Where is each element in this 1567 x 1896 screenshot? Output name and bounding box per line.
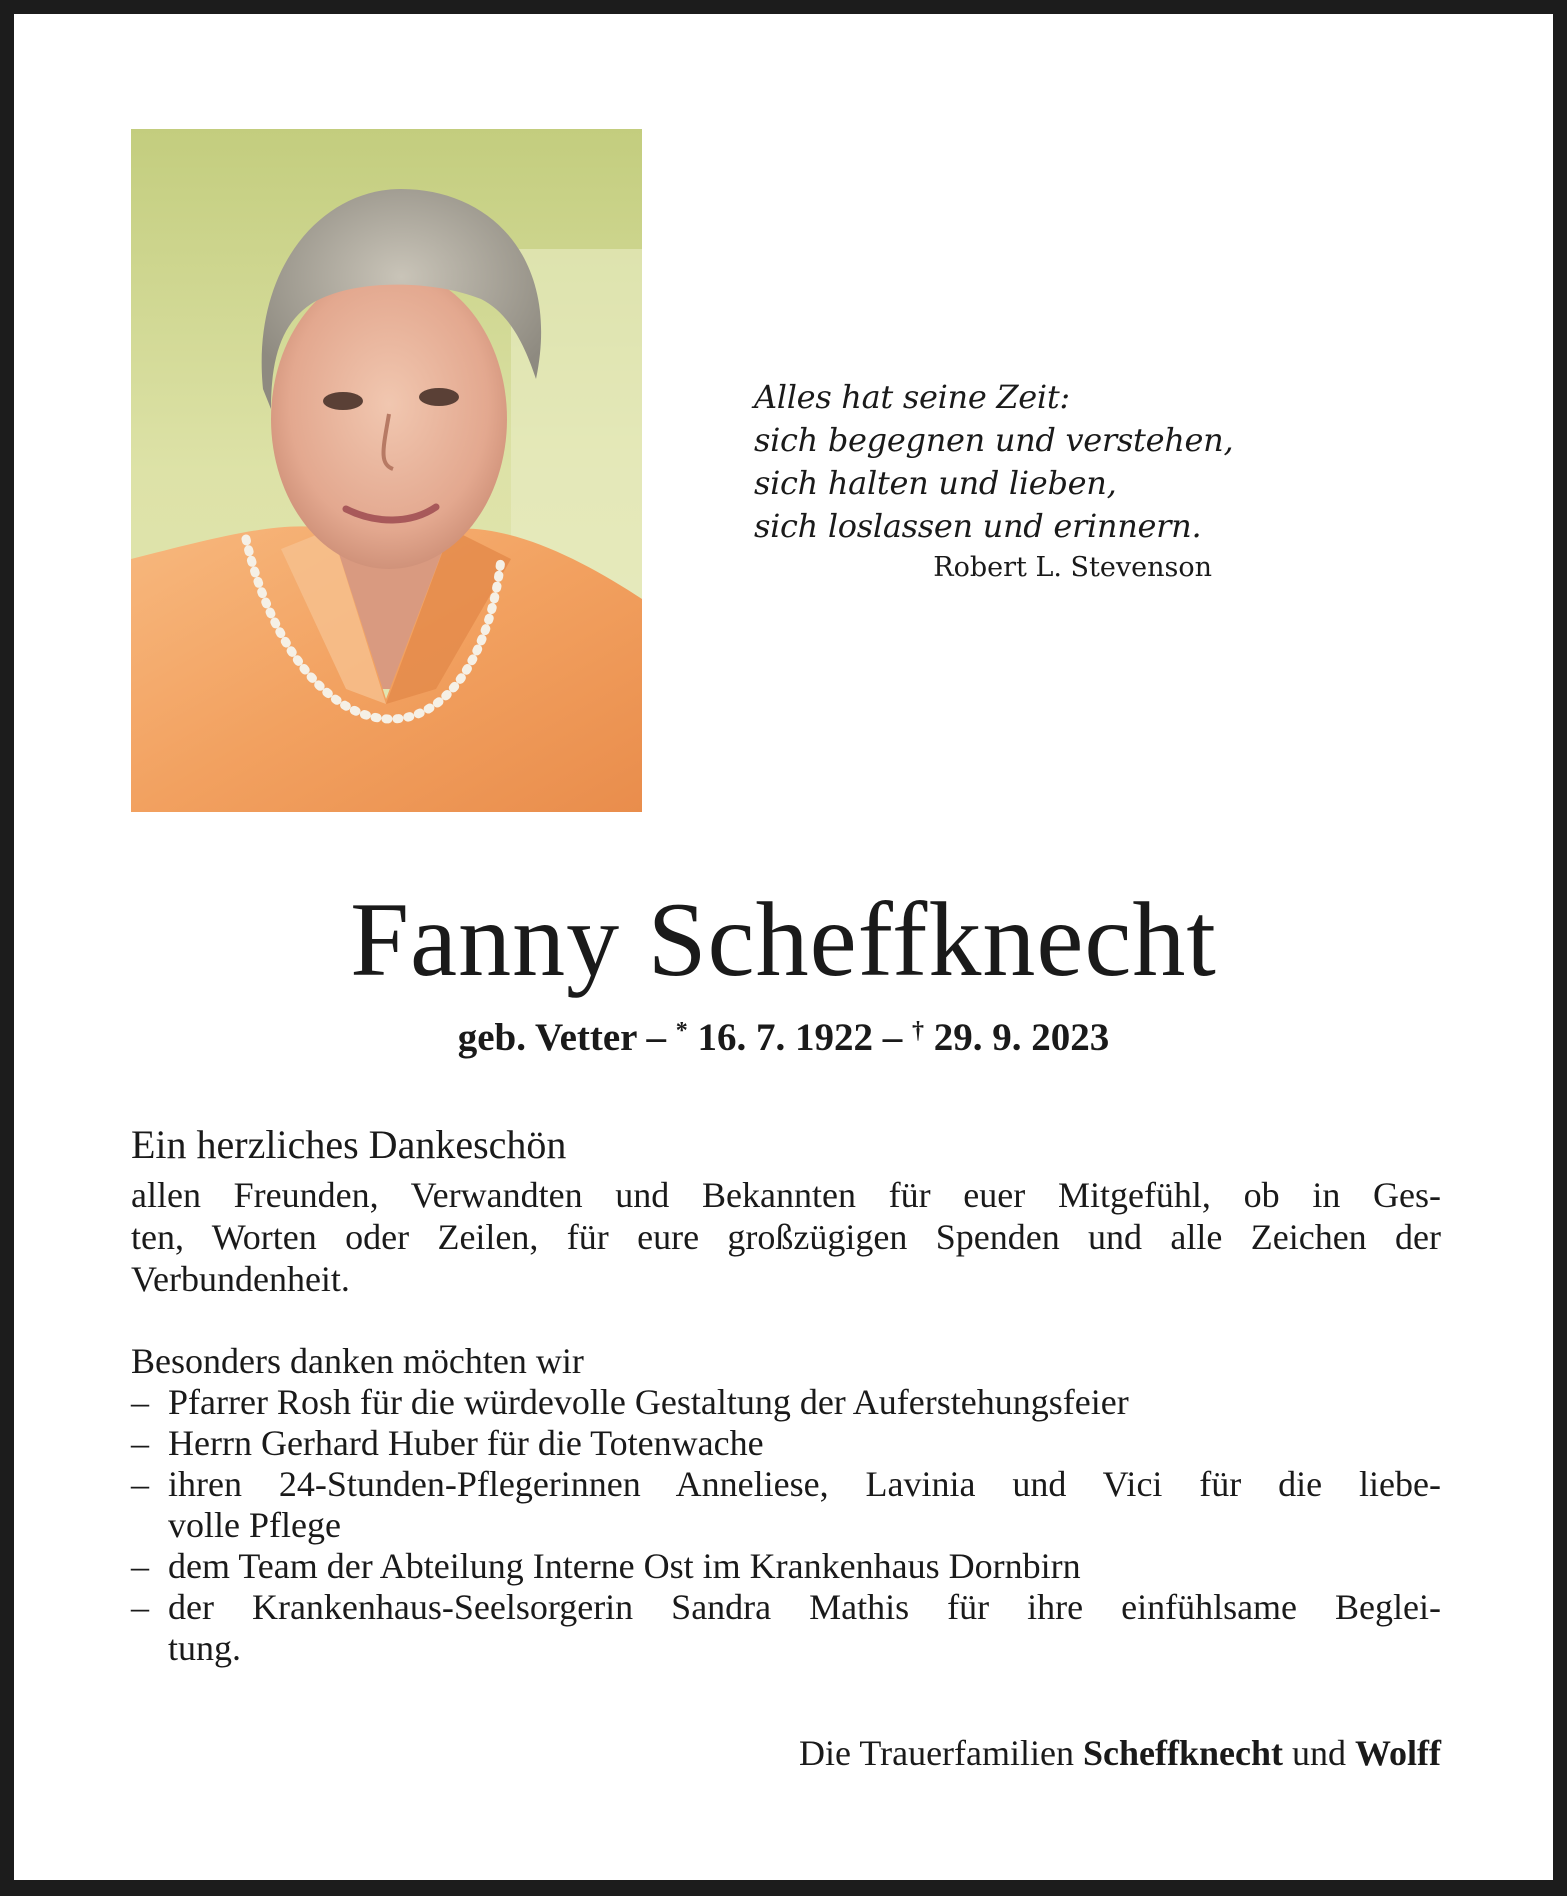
quote-author: Robert L. Stevenson: [933, 552, 1212, 583]
list-item-text: Herrn Gerhard Huber für die Totenwache: [168, 1423, 764, 1463]
special-thanks-heading: Besonders danken möchten wir: [131, 1341, 584, 1381]
death-symbol: †: [912, 1018, 925, 1044]
signature-prefix: Die Trauerfamilien: [799, 1733, 1074, 1773]
family-name: Wolff: [1355, 1733, 1441, 1773]
dates-separator: –: [646, 1016, 667, 1059]
quote-line: sich begegnen und verstehen,: [754, 421, 1234, 459]
signature: [799, 1731, 1441, 1775]
thanks-list: [131, 1382, 1441, 1669]
life-dates: [0, 1006, 1567, 1063]
list-item: [131, 1382, 1441, 1423]
signature-connector: und: [1292, 1733, 1346, 1773]
list-item-text: dem Team der Abteilung Interne Ost im Krankenhaus Dornbirn: [168, 1546, 1081, 1586]
list-item-text: ihren 24-Stunden-Pflegerinnen Anneliese, Lavinia und Vici für die liebe-: [168, 1464, 1441, 1504]
list-item-text: der Krankenhaus-Seelsorgerin Sandra Mathis für ihre einfühlsame Beglei-: [168, 1587, 1441, 1627]
thanks-paragraph: [131, 1174, 1441, 1300]
memorial-quote: [754, 376, 1234, 587]
birth-symbol: *: [675, 1018, 688, 1044]
list-item: [131, 1587, 1441, 1669]
birth-name: geb. Vetter: [457, 1016, 637, 1059]
list-item: [131, 1546, 1441, 1587]
quote-line: Alles hat seine Zeit:: [754, 378, 1070, 416]
paragraph-line: ten, Worten oder Zeilen, für eure großzügigen Spenden und alle Zeichen der: [131, 1217, 1441, 1257]
birth-date: 16. 7. 1922: [697, 1016, 874, 1059]
bullet-dash: –: [131, 1382, 149, 1422]
deceased-name: Fanny Scheffknecht: [350, 881, 1217, 998]
bullet-dash: –: [131, 1546, 149, 1586]
bullet-dash: –: [131, 1587, 149, 1627]
list-item: [131, 1423, 1441, 1464]
quote-line: sich halten und lieben,: [754, 464, 1117, 502]
bullet-dash: –: [131, 1423, 149, 1463]
paragraph-line: Verbundenheit.: [131, 1259, 350, 1299]
thanks-section: [131, 1120, 1441, 1669]
paragraph-line: allen Freunden, Verwandten und Bekannten für euer Mitgefühl, ob in Ges-: [131, 1175, 1441, 1215]
list-item-text: tung.: [168, 1628, 242, 1668]
list-item-text: Pfarrer Rosh für die würdevolle Gestaltung der Auferstehungsfeier: [168, 1382, 1129, 1422]
list-item-text: volle Pflege: [168, 1505, 341, 1545]
quote-line: sich loslassen und erinnern.: [754, 507, 1202, 545]
death-date: 29. 9. 2023: [933, 1016, 1110, 1059]
dates-separator: –: [882, 1016, 903, 1059]
thanks-heading: Ein herzliches Dankeschön: [131, 1122, 567, 1167]
family-name: Scheffknecht: [1083, 1733, 1283, 1773]
portrait-photo: [131, 129, 642, 812]
list-item: [131, 1464, 1441, 1546]
bullet-dash: –: [131, 1464, 149, 1504]
